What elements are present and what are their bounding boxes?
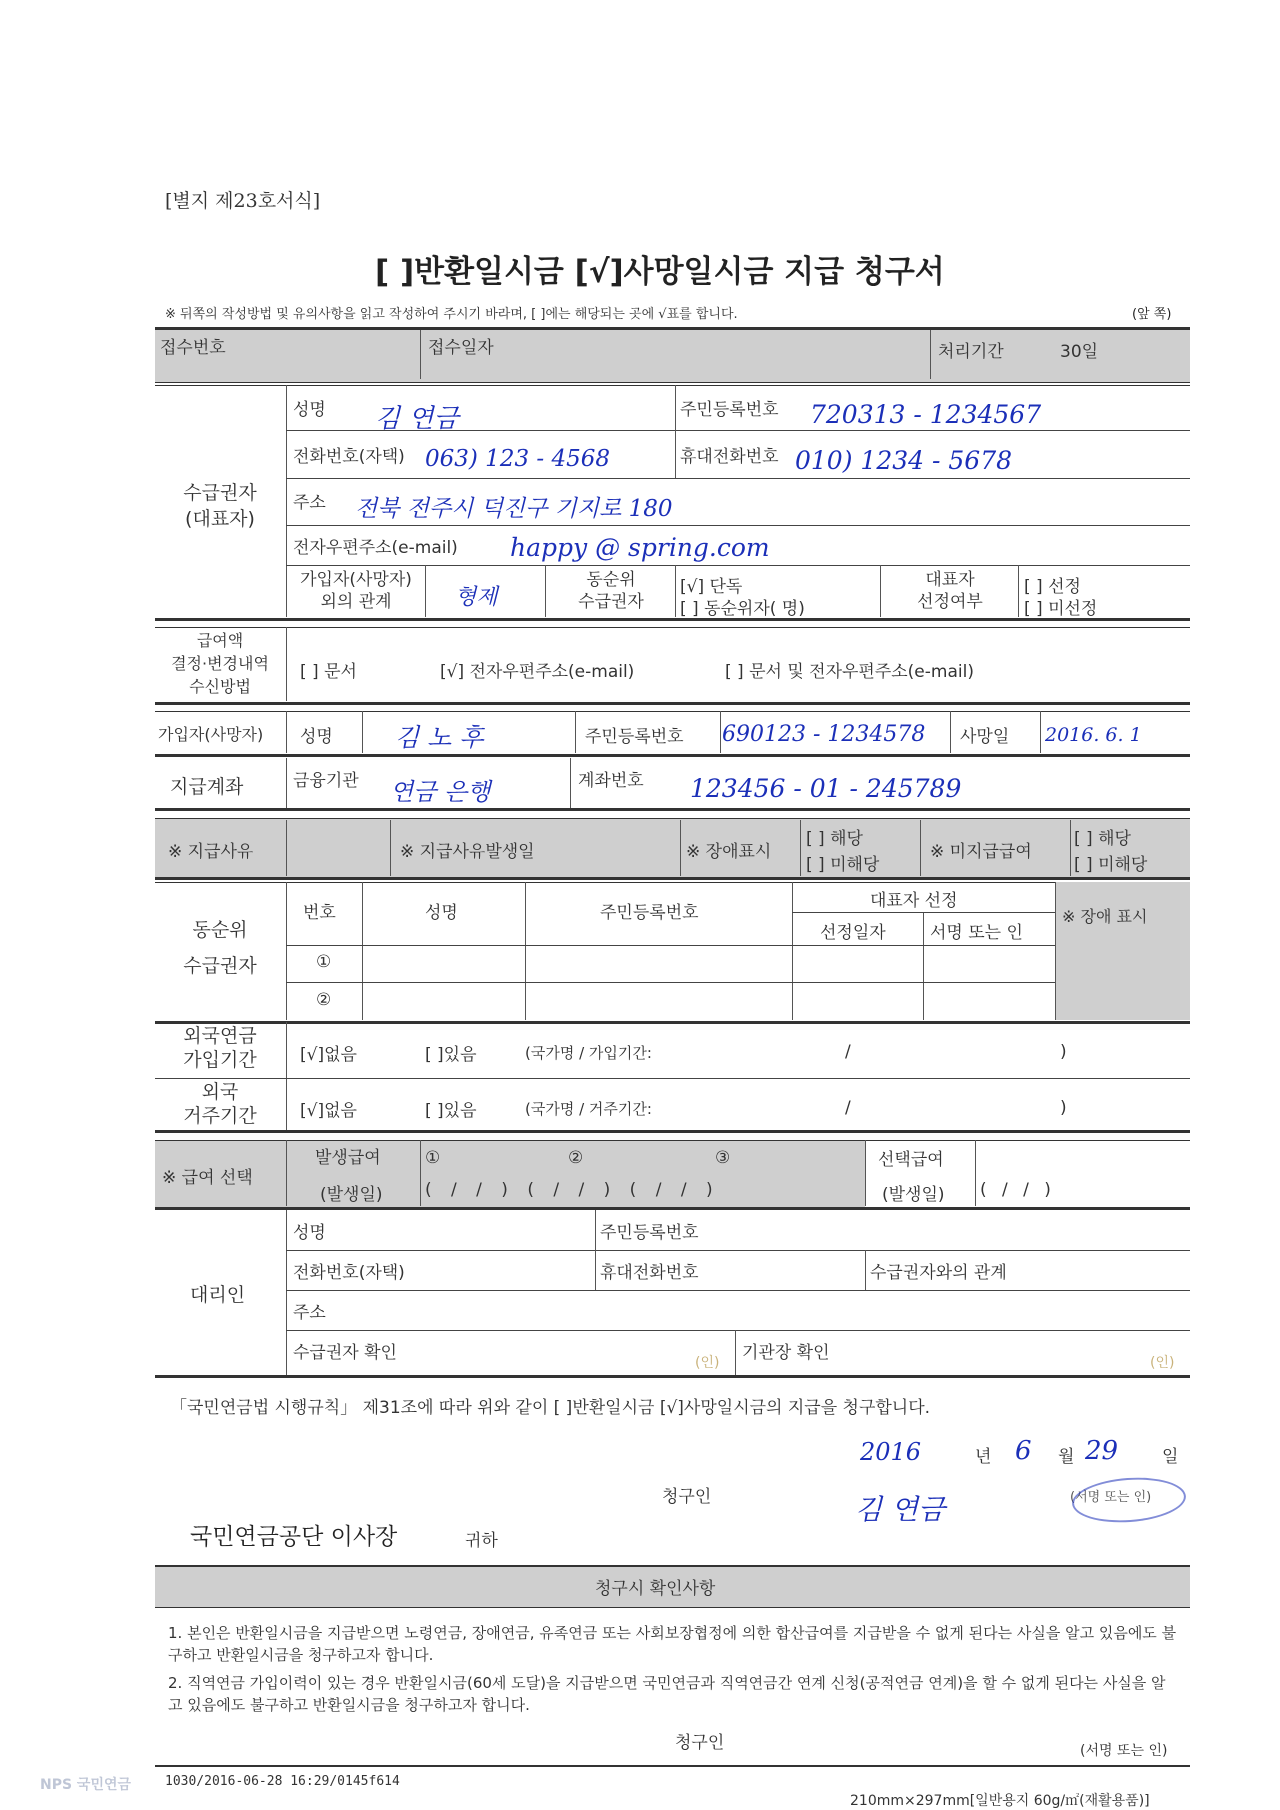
death-date-label: 사망일 bbox=[960, 727, 1010, 747]
claimant-mobile-value[interactable]: 010) 1234 - 5678 bbox=[795, 446, 1013, 475]
nps-logo: NPS 국민연금 bbox=[40, 1777, 132, 1793]
deceased-name-value[interactable]: 김 노 후 bbox=[395, 723, 484, 752]
notice-email-option[interactable]: [√] 전자우편주소(e-mail) bbox=[440, 662, 635, 682]
claimant-confirm-label: 수급권자 확인 bbox=[293, 1343, 397, 1363]
col-rrn: 주민등록번호 bbox=[600, 903, 699, 923]
signature-scribble bbox=[1071, 1474, 1188, 1526]
rep-selection-label: 대표자 선정여부 bbox=[917, 570, 983, 612]
benefit-dates: ( / / ) ( / / ) ( / / ) bbox=[425, 1180, 713, 1200]
notice-doc-option[interactable]: [ ] 문서 bbox=[300, 662, 357, 682]
table-row: ② bbox=[316, 990, 332, 1010]
claimant-name-label: 성명 bbox=[293, 400, 326, 420]
declaration-text: 「국민연금법 시행규칙」 제31조에 따라 위와 같이 [ ]반환일시금 [√]사망일시금의 지급을 청구합니다. bbox=[170, 1398, 931, 1418]
reason-label: ※ 지급사유 bbox=[168, 842, 254, 862]
agent-rrn-label: 주민등록번호 bbox=[600, 1223, 699, 1243]
claimant-mobile-label: 휴대전화번호 bbox=[680, 447, 779, 467]
deceased-rrn-label: 주민등록번호 bbox=[585, 727, 684, 747]
foreign-pension-yes[interactable]: [ ]있음 bbox=[425, 1045, 477, 1065]
selected-benefit-date-label: (발생일) bbox=[882, 1185, 945, 1205]
reason-row bbox=[155, 818, 1190, 880]
col-sel-date: 선정일자 bbox=[820, 923, 886, 943]
confirm-claimant-label: 청구인 bbox=[675, 1733, 725, 1753]
agent-name-label: 성명 bbox=[293, 1223, 326, 1243]
foreign-pension-detail: (국가명 / 가입기간: bbox=[525, 1044, 652, 1062]
agent-relation-label: 수급권자와의 관계 bbox=[870, 1263, 1007, 1283]
date-month[interactable]: 6 bbox=[1015, 1436, 1032, 1466]
addressee-suffix: 귀하 bbox=[465, 1531, 498, 1551]
foreign-pension-close: ) bbox=[1060, 1042, 1067, 1062]
account-number-label: 계좌번호 bbox=[578, 771, 644, 791]
agent-address-label: 주소 bbox=[293, 1303, 326, 1323]
benefit-option-2[interactable]: ② bbox=[568, 1148, 584, 1168]
head-confirm-label: 기관장 확인 bbox=[742, 1343, 830, 1363]
date-year-unit: 년 bbox=[975, 1447, 992, 1467]
foreign-residence-yes[interactable]: [ ]있음 bbox=[425, 1101, 477, 1121]
notice-both-option[interactable]: [ ] 문서 및 전자우편주소(e-mail) bbox=[725, 662, 974, 682]
date-day[interactable]: 29 bbox=[1085, 1436, 1119, 1466]
claimant-sign-name[interactable]: 김 연금 bbox=[855, 1493, 946, 1526]
foreign-pension-none[interactable]: [√]없음 bbox=[300, 1045, 357, 1065]
benefit-label: ※ 급여 선택 bbox=[162, 1168, 253, 1188]
relation-value[interactable]: 형제 bbox=[455, 585, 498, 610]
foreign-pension-label: 외국연금 가입기간 bbox=[183, 1025, 257, 1071]
claimant-phone-label: 전화번호(자택) bbox=[293, 447, 405, 467]
col-sign: 서명 또는 인 bbox=[930, 923, 1023, 943]
head-confirm-seal: (인) bbox=[1150, 1355, 1175, 1371]
foreign-residence-label: 외국 거주기간 bbox=[183, 1081, 257, 1127]
bank-value[interactable]: 연금 은행 bbox=[390, 778, 491, 806]
claimant-sign-label: 청구인 bbox=[662, 1487, 712, 1507]
account-label: 지급계좌 bbox=[170, 776, 244, 798]
account-number-value[interactable]: 123456 - 01 - 245789 bbox=[690, 774, 962, 803]
fax-stamp: 1030/2016-06-28 16:29/0145f614 bbox=[165, 1774, 400, 1789]
notice-label: 급여액 결정·변경내역 수신방법 bbox=[171, 631, 269, 696]
claimant-email-label: 전자우편주소(e-mail) bbox=[293, 538, 458, 558]
date-year[interactable]: 2016 bbox=[860, 1438, 922, 1466]
form-label: [별지 제23호서식] bbox=[165, 190, 321, 212]
claimant-section-label: 수급권자 (대표자) bbox=[183, 482, 257, 530]
page-title: [ ]반환일시금 [√]사망일시금 지급 청구서 bbox=[375, 254, 945, 290]
paper-spec: 210mm×297mm[일반용지 60g/㎡(재활용품)] bbox=[850, 1793, 1150, 1809]
claimant-rrn-value[interactable]: 720313 - 1234567 bbox=[810, 400, 1042, 429]
foreign-residence-close: ) bbox=[1060, 1098, 1067, 1118]
same-rank-label: 동순위 수급권자 bbox=[578, 570, 644, 612]
col-name: 성명 bbox=[425, 903, 458, 923]
relation-label: 가입자(사망자) 외의 관계 bbox=[300, 570, 412, 612]
confirm-sign-note: (서명 또는 인) bbox=[1080, 1743, 1168, 1759]
disability-no-option[interactable]: [ ] 미해당 bbox=[806, 855, 880, 875]
agent-phone-label: 전화번호(자택) bbox=[293, 1263, 405, 1283]
same-rank-option[interactable]: [ ] 동순위자( 명) bbox=[680, 599, 805, 619]
col-disability: ※ 장애 표시 bbox=[1062, 907, 1148, 926]
receipt-row bbox=[155, 327, 1190, 383]
agent-label: 대리인 bbox=[190, 1284, 246, 1306]
confirm-header: 청구시 확인사항 bbox=[595, 1579, 716, 1599]
not-selected-option[interactable]: [ ] 미선정 bbox=[1024, 599, 1098, 619]
claimant-rrn-label: 주민등록번호 bbox=[680, 400, 779, 420]
bank-label: 금융기관 bbox=[293, 771, 359, 791]
selected-option[interactable]: [ ] 선정 bbox=[1024, 577, 1081, 597]
col-no: 번호 bbox=[303, 903, 336, 923]
unpaid-no-option[interactable]: [ ] 미해당 bbox=[1074, 855, 1148, 875]
confirm-item-2: 2. 직역연금 가입이력이 있는 경우 반환일시금(60세 도달)을 지급받으면 국민연금과 직역연금간 연계 신청(공적연금 연계)을 할 수 없게 된다는 사실을 알고 있음에도 불구하고 반환일시금을 청구하고자 합니다. bbox=[168, 1674, 1166, 1714]
receipt-date-label: 접수일자 bbox=[428, 338, 494, 358]
occurred-date-label: (발생일) bbox=[320, 1185, 383, 1205]
agent-mobile-label: 휴대전화번호 bbox=[600, 1263, 699, 1283]
reason-date-label: ※ 지급사유발생일 bbox=[400, 842, 535, 862]
claimant-name-value[interactable]: 김 연금 bbox=[375, 404, 459, 434]
deceased-name-label: 성명 bbox=[300, 727, 333, 747]
foreign-pension-slash: / bbox=[845, 1042, 851, 1062]
col-rep: 대표자 선정 bbox=[870, 891, 958, 911]
claimant-phone-value[interactable]: 063) 123 - 4568 bbox=[425, 446, 611, 472]
occurred-label: 발생급여 bbox=[315, 1148, 381, 1168]
disability-column-bg bbox=[1055, 882, 1190, 1020]
benefit-option-3[interactable]: ③ bbox=[715, 1148, 731, 1168]
death-date-value[interactable]: 2016. 6. 1 bbox=[1045, 724, 1142, 746]
table-row: ① bbox=[316, 952, 332, 972]
same-rank-table-label: 동순위 수급권자 bbox=[183, 919, 257, 977]
claimant-confirm-seal: (인) bbox=[695, 1355, 720, 1371]
date-month-unit: 월 bbox=[1058, 1447, 1075, 1467]
claimant-address-value[interactable]: 전북 전주시 덕진구 기지로 180 bbox=[355, 496, 673, 522]
claimant-address-label: 주소 bbox=[293, 493, 326, 513]
receipt-number-label: 접수번호 bbox=[160, 338, 226, 358]
addressee: 국민연금공단 이사장 bbox=[190, 1524, 398, 1550]
date-day-unit: 일 bbox=[1162, 1447, 1179, 1467]
selected-benefit-label: 선택급여 bbox=[878, 1150, 944, 1170]
confirm-item-1: 1. 본인은 반환일시금을 지급받으면 노령연금, 장애연금, 유족연금 또는 사회보장협정에 의한 합산급여를 지급받을 수 없게 된다는 사실을 알고 있음에도 불구하고 반환일시금을 청구하고자 합니다. bbox=[168, 1624, 1177, 1664]
foreign-residence-slash: / bbox=[845, 1098, 851, 1118]
claimant-sign-note: (서명 또는 인) bbox=[1070, 1490, 1152, 1505]
instructions: ※ 뒤쪽의 작성방법 및 유의사항을 읽고 작성하여 주시기 바라며, [ ]에는 해당되는 곳에 √표를 합니다. bbox=[165, 307, 738, 322]
benefit-option-1[interactable]: ① bbox=[425, 1148, 441, 1168]
unpaid-yes-option[interactable]: [ ] 해당 bbox=[1074, 829, 1131, 849]
foreign-residence-none[interactable]: [√]없음 bbox=[300, 1101, 357, 1121]
unpaid-label: ※ 미지급급여 bbox=[930, 842, 1032, 862]
deceased-label: 가입자(사망자) bbox=[158, 725, 264, 744]
page-side: (앞 쪽) bbox=[1132, 307, 1172, 322]
disability-yes-option[interactable]: [ ] 해당 bbox=[806, 829, 863, 849]
processing-period-value: 30일 bbox=[1060, 342, 1099, 362]
disability-label: ※ 장애표시 bbox=[686, 842, 772, 862]
sole-option[interactable]: [√] 단독 bbox=[680, 577, 743, 597]
processing-period-label: 처리기간 bbox=[938, 342, 1004, 362]
deceased-rrn-value[interactable]: 690123 - 1234578 bbox=[722, 722, 926, 747]
claimant-email-value[interactable]: happy @ spring.com bbox=[510, 533, 770, 562]
foreign-residence-detail: (국가명 / 거주기간: bbox=[525, 1100, 652, 1118]
selected-benefit-value: ( / / ) bbox=[980, 1180, 1051, 1200]
